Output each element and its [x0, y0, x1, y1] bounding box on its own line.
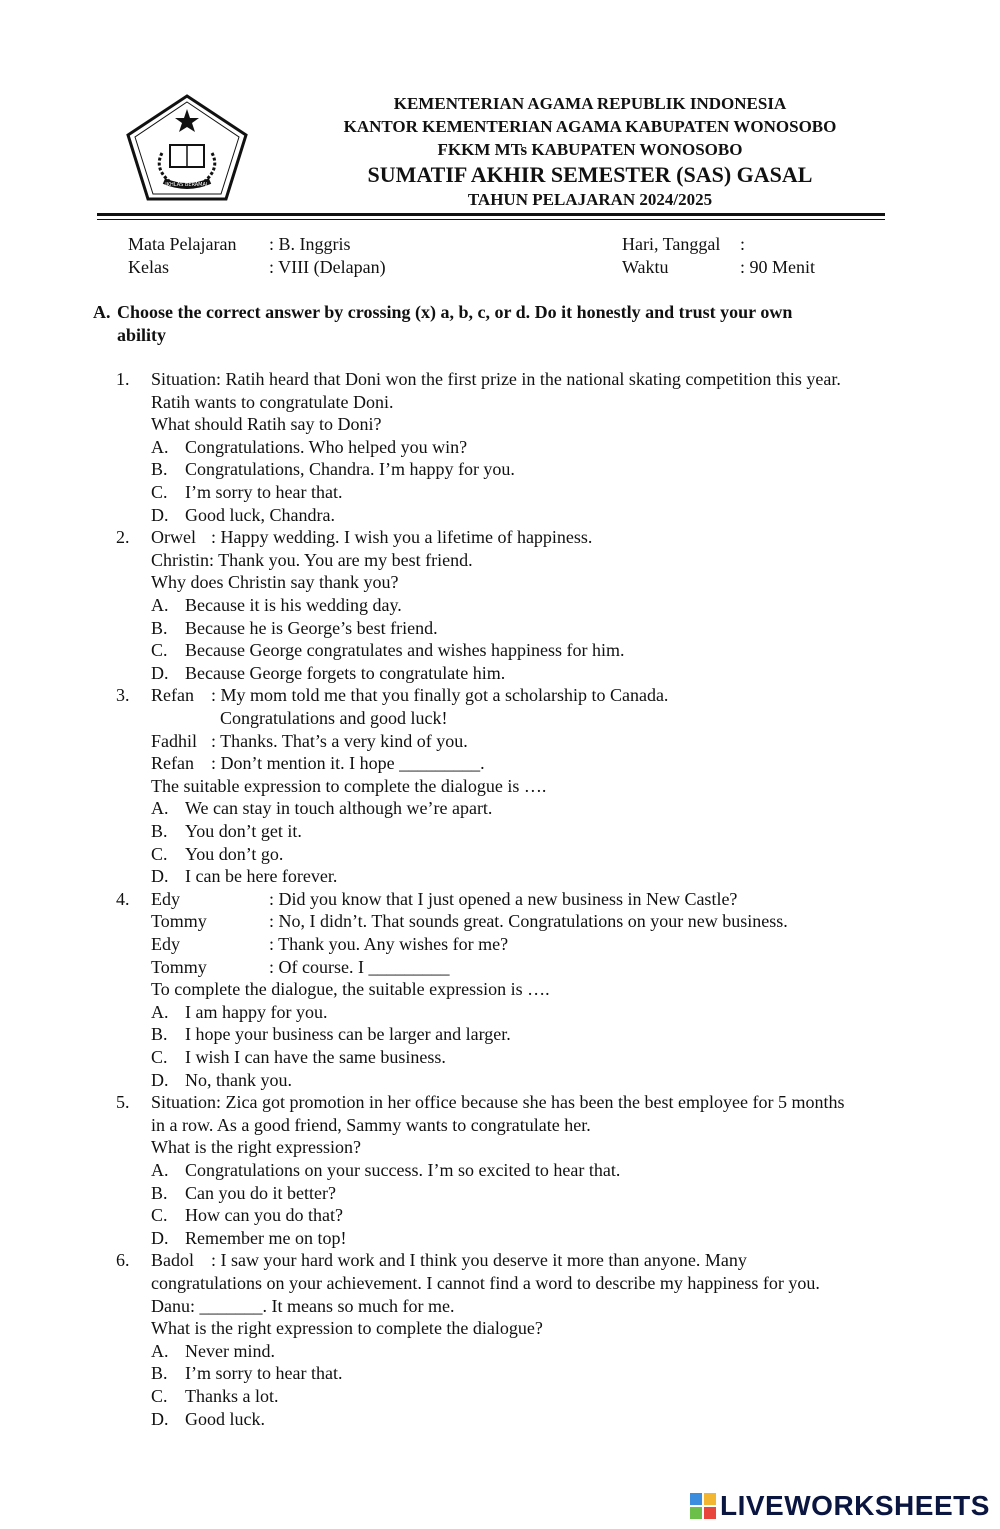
- option-letter: C.: [151, 640, 168, 661]
- exam-title: SUMATIF AKHIR SEMESTER (SAS) GASAL: [367, 162, 813, 187]
- option-letter: B.: [151, 459, 168, 480]
- question-text: congratulations on your achievement. I cannot find a word to describe my happiness for you.: [151, 1273, 820, 1293]
- option-letter: B.: [151, 617, 168, 638]
- kemenag-emblem-logo: [124, 93, 250, 203]
- question-text: What is the right expression?: [151, 1137, 361, 1158]
- dialogue-line: : My mom told me that you finally got a scholarship to Canada.: [211, 685, 669, 706]
- dialogue-line: : Don’t mention it. I hope _________.: [211, 753, 485, 774]
- question-number: 2.: [116, 527, 130, 548]
- dialogue-speaker: Tommy: [151, 911, 207, 932]
- question-text: Christin: Thank you. You are my best friend.: [151, 549, 473, 570]
- option-text: Thanks a lot.: [185, 1386, 279, 1406]
- dialogue-line: Congratulations and good luck!: [220, 708, 448, 728]
- question-text: Situation: Ratih heard that Doni won the first prize in the national skating competition this year.: [151, 369, 841, 389]
- date-label: Hari, Tanggal: [622, 234, 721, 254]
- option-letter: D.: [151, 1069, 169, 1090]
- dialogue-speaker: Edy: [151, 888, 180, 909]
- liveworksheets-text: LIVEWORKSHEETS: [720, 1490, 990, 1521]
- question-text: What is the right expression to complete the dialogue?: [151, 1318, 543, 1339]
- option-text: No, thank you.: [185, 1069, 292, 1090]
- option-text: Good luck.: [185, 1408, 265, 1429]
- option-letter: A.: [151, 595, 169, 615]
- question-number: 6.: [116, 1250, 130, 1271]
- option-text: Never mind.: [185, 1340, 275, 1361]
- header-rule-thin: [97, 219, 885, 220]
- option-text: I hope your business can be larger and larger.: [185, 1024, 511, 1045]
- option-text: Good luck, Chandra.: [185, 504, 335, 525]
- class-label: Kelas: [128, 257, 169, 277]
- instruction-line-1: Choose the correct answer by crossing (x) a, b, c, or d. Do it honestly and trust your own: [117, 302, 793, 322]
- dialogue-line: : Did you know that I just opened a new business in New Castle?: [269, 888, 738, 909]
- option-letter: B.: [151, 1363, 168, 1384]
- dialogue-line: : Thank you. Any wishes for me?: [269, 934, 509, 954]
- header-rule-thick: [97, 213, 885, 216]
- option-letter: B.: [151, 821, 168, 841]
- time-label: Waktu: [622, 257, 669, 277]
- dialogue-line: : Of course. I _________: [269, 956, 450, 977]
- subject-value: : B. Inggris: [269, 234, 351, 254]
- option-letter: C.: [151, 1047, 168, 1067]
- option-letter: C.: [151, 482, 168, 502]
- option-text: How can you do that?: [185, 1205, 343, 1226]
- header-office: KANTOR KEMENTERIAN AGAMA KABUPATEN WONOSOBO: [343, 117, 837, 136]
- dialogue-speaker: Edy: [151, 934, 180, 954]
- dialogue-line: : No, I didn’t. That sounds great. Congratulations on your new business.: [269, 911, 788, 932]
- date-value: :: [740, 234, 746, 254]
- dialogue-speaker: Refan: [151, 685, 194, 706]
- option-letter: C.: [151, 843, 168, 864]
- dialogue-speaker: Badol: [151, 1250, 194, 1271]
- header-fkkm: FKKM MTs KABUPATEN WONOSOBO: [437, 140, 743, 159]
- option-letter: D.: [151, 1227, 169, 1248]
- option-letter: C.: [151, 1386, 168, 1406]
- option-letter: A.: [151, 1001, 169, 1022]
- option-text: You don’t go.: [185, 843, 284, 864]
- class-value: : VIII (Delapan): [269, 257, 386, 277]
- option-letter: A.: [151, 1340, 169, 1361]
- option-letter: B.: [151, 1182, 168, 1203]
- question-number: 3.: [116, 685, 130, 706]
- time-value: : 90 Menit: [740, 257, 815, 277]
- subject-label: Mata Pelajaran: [128, 234, 237, 254]
- liveworksheets-brand: [690, 1488, 990, 1524]
- option-text: Can you do it better?: [185, 1182, 336, 1203]
- liveworksheets-icon: [690, 1493, 716, 1519]
- dialogue-speaker: Tommy: [151, 956, 207, 977]
- question-text: in a row. As a good friend, Sammy wants to congratulate her.: [151, 1114, 591, 1135]
- question-number: 4.: [116, 888, 130, 909]
- option-text: Congratulations on your success. I’m so excited to hear that.: [185, 1160, 621, 1180]
- instruction-line-2: ability: [117, 325, 167, 345]
- academic-year: TAHUN PELAJARAN 2024/2025: [467, 190, 713, 209]
- section-letter: A.: [93, 302, 111, 322]
- question-text: What should Ratih say to Doni?: [151, 414, 382, 435]
- option-letter: A.: [151, 436, 169, 457]
- question-text: Situation: Zica got promotion in her office because she has been the best employee for 5 months: [151, 1092, 845, 1113]
- option-text: Because it is his wedding day.: [185, 595, 402, 615]
- question-text: Danu: _______. It means so much for me.: [151, 1295, 455, 1316]
- option-text: I can be here forever.: [185, 866, 338, 887]
- option-text: Because George forgets to congratulate him.: [185, 662, 506, 683]
- option-text: Because he is George’s best friend.: [185, 617, 438, 638]
- option-letter: D.: [151, 1408, 169, 1429]
- question-text: To complete the dialogue, the suitable expression is ….: [151, 979, 550, 1000]
- option-letter: D.: [151, 866, 169, 887]
- question-text: The suitable expression to complete the dialogue is ….: [151, 775, 547, 796]
- option-text: Because George congratulates and wishes happiness for him.: [185, 640, 625, 661]
- option-text: Remember me on top!: [185, 1227, 347, 1248]
- option-text: You don’t get it.: [185, 821, 302, 841]
- option-text: I wish I can have the same business.: [185, 1047, 446, 1067]
- dialogue-line: : Thanks. That’s a very kind of you.: [211, 730, 468, 751]
- option-letter: D.: [151, 662, 169, 683]
- question-number: 1.: [116, 369, 130, 389]
- option-letter: A.: [151, 798, 169, 819]
- dialogue-line: : I saw your hard work and I think you deserve it more than anyone. Many: [211, 1250, 747, 1271]
- dialogue-speaker: Fadhil: [151, 730, 198, 751]
- question-text: Why does Christin say thank you?: [151, 572, 399, 593]
- question-text: Ratih wants to congratulate Doni.: [151, 391, 394, 412]
- option-letter: C.: [151, 1205, 168, 1226]
- option-letter: A.: [151, 1160, 169, 1180]
- question-number: 5.: [116, 1092, 130, 1113]
- option-text: Congratulations. Who helped you win?: [185, 436, 468, 457]
- option-letter: B.: [151, 1024, 168, 1045]
- option-text: Congratulations, Chandra. I’m happy for you.: [185, 459, 515, 480]
- logo-motto: IKHLAS BERAMAL: [165, 182, 209, 188]
- option-text: I’m sorry to hear that.: [185, 1363, 343, 1384]
- dialogue-speaker: Refan: [151, 753, 194, 774]
- option-text: We can stay in touch although we’re apart.: [185, 798, 493, 819]
- option-text: I am happy for you.: [185, 1001, 328, 1022]
- option-text: I’m sorry to hear that.: [185, 482, 343, 502]
- dialogue-speaker: Orwel: [151, 527, 196, 548]
- dialogue-line: : Happy wedding. I wish you a lifetime of happiness.: [211, 527, 593, 548]
- option-letter: D.: [151, 504, 169, 525]
- header-ministry: KEMENTERIAN AGAMA REPUBLIK INDONESIA: [393, 94, 787, 113]
